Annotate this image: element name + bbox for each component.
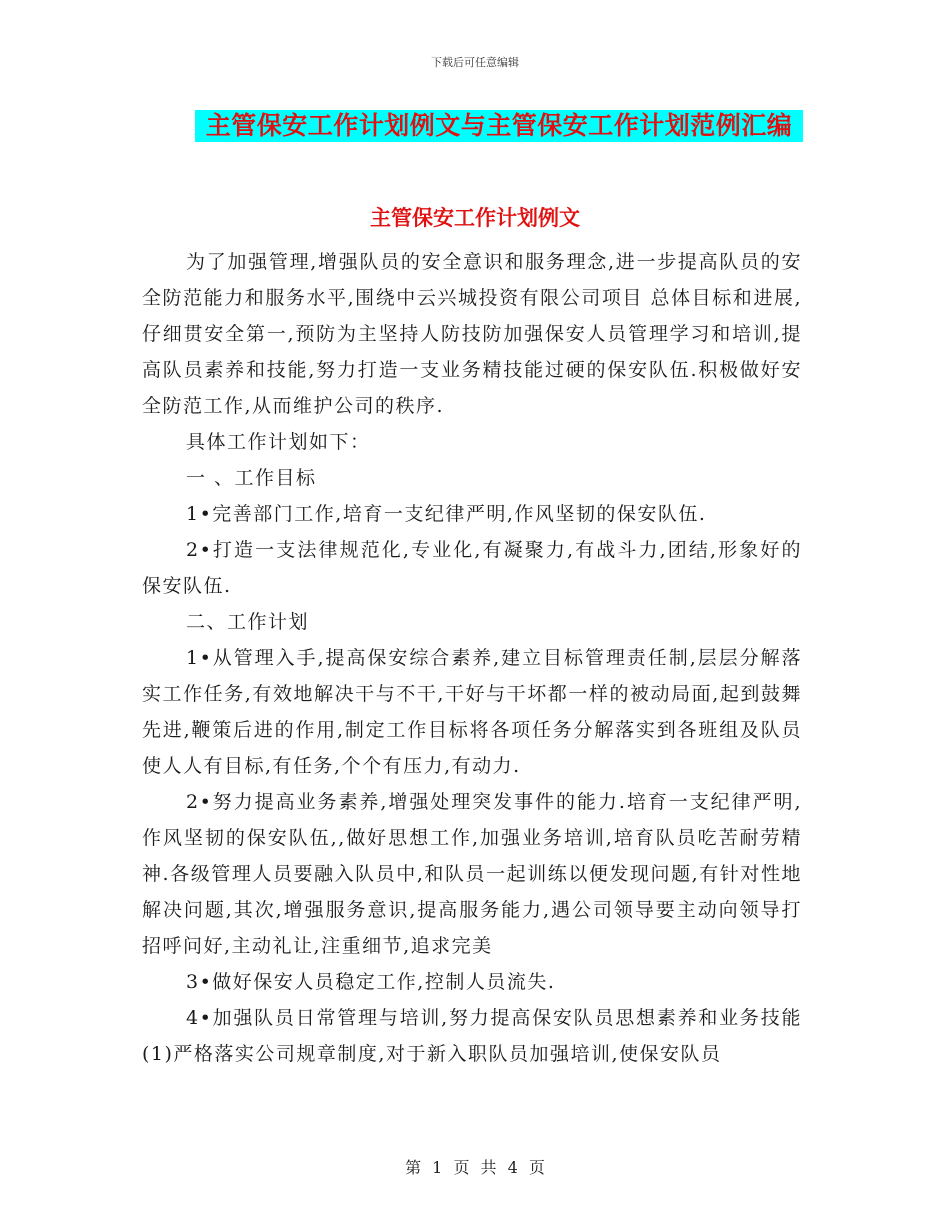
document-body	[142, 244, 802, 1072]
intro-paragraph: 为了加强管理,增强队员的安全意识和服务理念,进一步提高队员的安全防范能力和服务水平,围绕中云兴城投资有限公司项目 总体目标和进展,仔细贯安全第一,预防为主坚持人防技防加强保安人员管理学习和培训,提高队员素养和技能,努力打造一支业务精技能过硬的保安队伍.积极做好安全防范工作,从而维护公司的秩序.	[142, 251, 802, 417]
goal-item-1: 1•完善部门工作,培育一支纪律严明,作风坚韧的保安队伍.	[186, 503, 707, 525]
header-note: 下载后可任意编辑	[431, 56, 519, 69]
plan-item-1: 1•从管理入手,提高保安综合素养,建立目标管理责任制,层层分解落实工作任务,有效地解决干与不干,干好与干坏都一样的被动局面,起到鼓舞先进,鞭策后进的作用,制定工作目标将各项任务分解落实到各班组及队员使人人有目标,有任务,个个有压力,有动力.	[142, 647, 802, 777]
section-heading-goals: 一 、工作目标	[186, 467, 317, 489]
plan-item-3: 3•做好保安人员稳定工作,控制人员流失.	[186, 971, 556, 993]
sub-title: 主管保安工作计划例文	[370, 206, 580, 230]
plan-intro: 具体工作计划如下：	[186, 431, 371, 453]
main-title-highlight	[195, 110, 803, 142]
main-title: 主管保安工作计划例文与主管保安工作计划范例汇编	[205, 111, 793, 140]
goal-item-2: 2•打造一支法律规范化,专业化,有凝聚力,有战斗力,团结,形象好的保安队伍.	[142, 539, 802, 597]
section-heading-plan: 二、工作计划	[186, 611, 310, 633]
page-footer: 第 1 页 共 4 页	[405, 1158, 545, 1177]
plan-item-2: 2•努力提高业务素养,增强处理突发事件的能力.培育一支纪律严明,作风坚韧的保安队伍,,做好思想工作,加强业务培训,培育队员吃苦耐劳精神.各级管理人员要融入队员中,和队员一起训练以便发现问题,有针对性地解决问题,其次,增强服务意识,提高服务能力,遇公司领导要主动向领导打招呼问好,主动礼让,注重细节,追求完美	[142, 791, 802, 957]
plan-item-4: 4•加强队员日常管理与培训,努力提高保安队员思想素养和业务技能(1)严格落实公司规章制度,对于新入职队员加强培训,使保安队员	[142, 1007, 802, 1065]
